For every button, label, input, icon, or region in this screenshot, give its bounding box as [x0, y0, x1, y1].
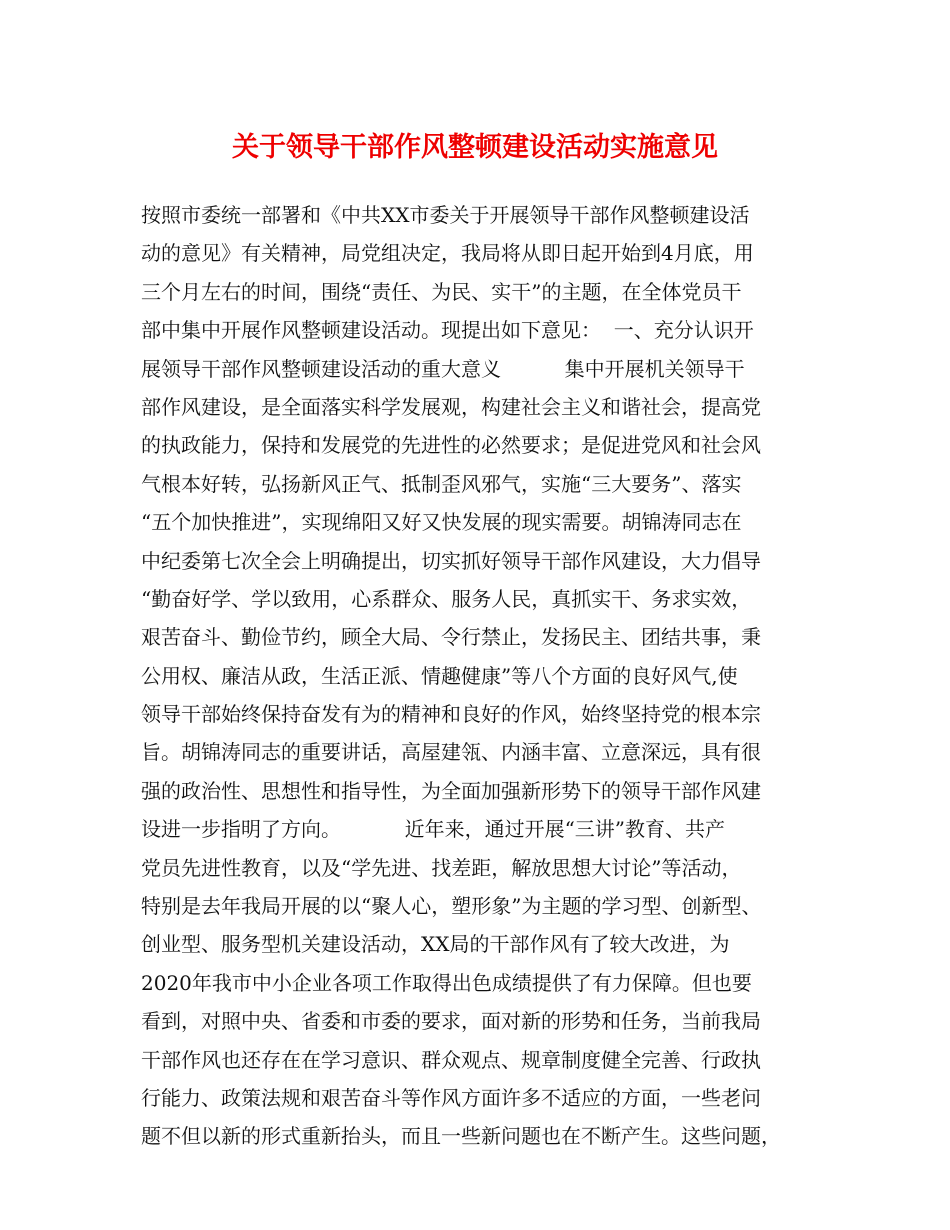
- document-body: [141, 196, 841, 1156]
- body-line: 的执政能力，保持和发展党的先进性的必然要求；是促进党风和社会风: [141, 433, 761, 458]
- document-title: 关于领导干部作风整顿建设活动实施意见: [232, 132, 718, 163]
- body-line: 三个月左右的时间，围绕“责任、为民、实干”的主题，在全体党员干: [141, 279, 742, 304]
- body-line: 看到，对照中央、省委和市委的要求，面对新的形势和任务，当前我局: [141, 1009, 761, 1034]
- body-line: “勤奋好学、学以致用，心系群众、服务人民，真抓实干、务求实效，: [141, 586, 752, 611]
- body-line: 党员先进性教育，以及“学先进、找差距，解放思想大讨论”等活动，: [141, 855, 742, 880]
- body-line: 创业型、服务型机关建设活动，XX局的干部作风有了较大改进，为: [141, 932, 730, 957]
- body-line: 艰苦奋斗、勤俭节约，顾全大局、令行禁止，发扬民主、团结共事，秉: [141, 625, 761, 650]
- body-line: 动的意见》有关精神，局党组决定，我局将从即日起开始到4月底，用: [141, 241, 754, 266]
- body-line: 旨。胡锦涛同志的重要讲话，高屋建瓴、内涵丰富、立意深远，具有很: [141, 740, 761, 765]
- body-line: 领导干部始终保持奋发有为的精神和良好的作风，始终坚持党的根本宗: [141, 702, 761, 727]
- body-line: 部中集中开展作风整顿建设活动。现提出如下意见： 一、充分认识开: [141, 318, 754, 343]
- body-line: 设进一步指明了方向。 近年来，通过开展“三讲”教育、共产: [141, 817, 726, 842]
- body-line: 特别是去年我局开展的以“聚人心，塑形象”为主题的学习型、创新型、: [141, 894, 762, 919]
- body-line: 2020年我市中小企业各项工作取得出色成绩提供了有力保障。但也要: [141, 970, 752, 995]
- body-line: 部作风建设，是全面落实科学发展观，构建社会主义和谐社会，提高党: [141, 394, 761, 419]
- body-line: 中纪委第七次全会上明确提出，切实抓好领导干部作风建设，大力倡导: [141, 548, 761, 573]
- body-line: 按照市委统一部署和《中共XX市委关于开展领导干部作风整顿建设活: [141, 203, 750, 227]
- body-line: 干部作风也还存在在学习意识、群众观点、规章制度健全完善、行政执: [141, 1047, 761, 1072]
- body-line: 行能力、政策法规和艰苦奋斗等作风方面许多不适应的方面，一些老问: [141, 1085, 761, 1110]
- body-line: 强的政治性、思想性和指导性，为全面加强新形势下的领导干部作风建: [141, 778, 761, 803]
- body-line: 气根本好转，弘扬新风正气、抵制歪风邪气，实施“三大要务”、落实: [141, 471, 742, 496]
- body-line: “五个加快推进”，实现绵阳又好又快发展的现实需要。胡锦涛同志在: [141, 510, 742, 535]
- body-line: 公用权、廉洁从政，生活正派、情趣健康”等八个方面的良好风气,使: [141, 663, 738, 688]
- body-line: 题不但以新的形式重新抬头，而且一些新问题也在不断产生。这些问题，: [141, 1124, 781, 1149]
- body-line: 展领导干部作风整顿建设活动的重大意义 集中开展机关领导干: [141, 356, 745, 381]
